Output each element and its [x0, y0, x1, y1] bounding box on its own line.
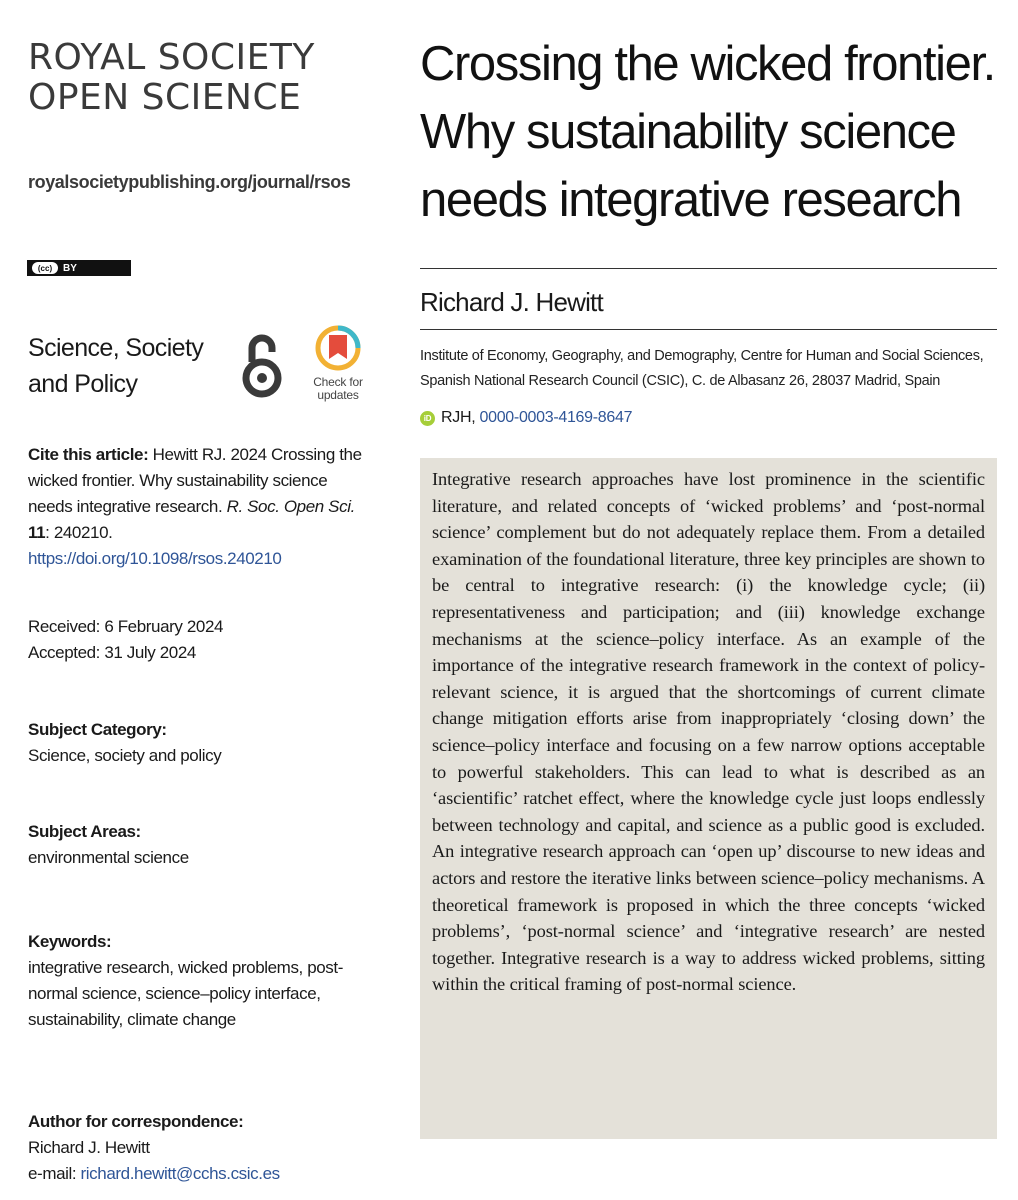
divider-top	[420, 268, 997, 269]
citation-volume: 11	[28, 523, 46, 542]
check-for-updates-button[interactable]	[306, 325, 370, 402]
orcid-icon: iD	[420, 411, 435, 426]
citation-article-no: : 240210.	[45, 523, 113, 542]
correspondence-block	[28, 1109, 368, 1187]
check-updates-line2: updates	[317, 388, 359, 402]
cc-by-license-badge[interactable]	[27, 260, 131, 276]
correspondence-label: Author for correspondence:	[28, 1112, 244, 1131]
correspondence-name: Richard J. Hewitt	[28, 1138, 150, 1157]
email-label: e-mail:	[28, 1164, 81, 1183]
subject-category-block	[28, 717, 368, 769]
open-access-icon	[240, 330, 284, 400]
doi-link[interactable]: https://doi.org/10.1098/rsos.240210	[28, 549, 282, 568]
cc-icon: (cc)	[32, 262, 58, 274]
accepted-date: Accepted: 31 July 2024	[28, 643, 196, 662]
orcid-initials: RJH,	[441, 409, 480, 426]
received-date: Received: 6 February 2024	[28, 617, 224, 636]
citation-text: Hewitt RJ. 2024 Crossing the wicked frontier. Why sustainability science needs integrative research.	[28, 445, 362, 516]
title-line1: Crossing the wicked frontier.	[420, 37, 995, 91]
affiliation-line1: Institute of Economy, Geography, and Demography, Centre for Human and Social Sciences,	[420, 348, 984, 364]
dates-block	[28, 614, 368, 666]
orcid-row	[420, 409, 632, 427]
abstract-text: Integrative research approaches have lost prominence in the scientific literature, and related concepts of ‘wicked problems’ and ‘post-normal science’ complement but do not adequately replace them. From a detailed examination of the foundational literature, three key principles are shown to be central to integrative research: (i) the knowledge cycle; (ii) representativeness and participation; and (iii) knowledge exchange mechanisms at the science–policy interface. As an example of the importance of the integrative research framework in the context of policy-relevant science, it is argued that the shortcomings of current climate change mitigation efforts arise from inappropriately ‘closing down’ the science–policy interface and focusing on a few narrow options acceptable to powerful stakeholders. This can lead to what is described as an ‘ascientific’ ratchet effect, where the knowledge cycle just loops endlessly between technology and capital, and science as a public good is excluded. An integrative research approach can ‘open up’ discourse to new ideas and actors and restore the iterative links between science–policy mechanisms. A theoretical framework is proposed in which the three concepts ‘wicked problems’, ‘post-normal science’ and ‘integrative research’ are nested together. Integrative research is a way to address wicked problems, sitting within the critical framing of post-normal science.	[432, 469, 985, 995]
author-affiliation	[420, 344, 1000, 394]
article-title	[420, 30, 1010, 234]
journal-name-line1: ROYAL SOCIETY	[28, 37, 315, 78]
journal-url[interactable]: royalsocietypublishing.org/journal/rsos	[28, 172, 351, 192]
keywords-value: integrative research, wicked problems, post-normal science, science–policy interface, sustainability, climate change	[28, 958, 343, 1029]
email-link[interactable]: richard.hewitt@cchs.csic.es	[80, 1164, 280, 1183]
subject-category-value: Science, society and policy	[28, 746, 222, 765]
citation-block	[28, 442, 368, 572]
citation-journal: R. Soc. Open Sci.	[226, 497, 355, 516]
title-line2: Why sustainability science	[420, 105, 956, 159]
orcid-link[interactable]: 0000-0003-4169-8647	[479, 409, 633, 426]
divider-bottom	[420, 329, 997, 330]
abstract-box	[420, 458, 997, 1139]
check-updates-icon	[314, 325, 362, 371]
subject-areas-value: environmental science	[28, 848, 189, 867]
title-line3: needs integrative research	[420, 173, 962, 227]
license-by-label: BY	[63, 262, 77, 274]
subject-areas-block	[28, 819, 368, 871]
citation-label: Cite this article:	[28, 445, 149, 464]
check-updates-line1: Check for	[313, 375, 363, 389]
subject-category-label: Subject Category:	[28, 720, 167, 739]
author-name: Richard J. Hewitt	[420, 287, 603, 317]
journal-logo	[28, 38, 368, 118]
keywords-label: Keywords:	[28, 932, 112, 951]
subject-areas-label: Subject Areas:	[28, 822, 141, 841]
journal-name-line2: OPEN SCIENCE	[28, 77, 302, 118]
section-heading: Science, Society and Policy	[28, 334, 204, 398]
keywords-block	[28, 929, 358, 1033]
affiliation-line2: Spanish National Research Council (CSIC), C. de Albasanz 26, 28037 Madrid, Spain	[420, 373, 941, 389]
